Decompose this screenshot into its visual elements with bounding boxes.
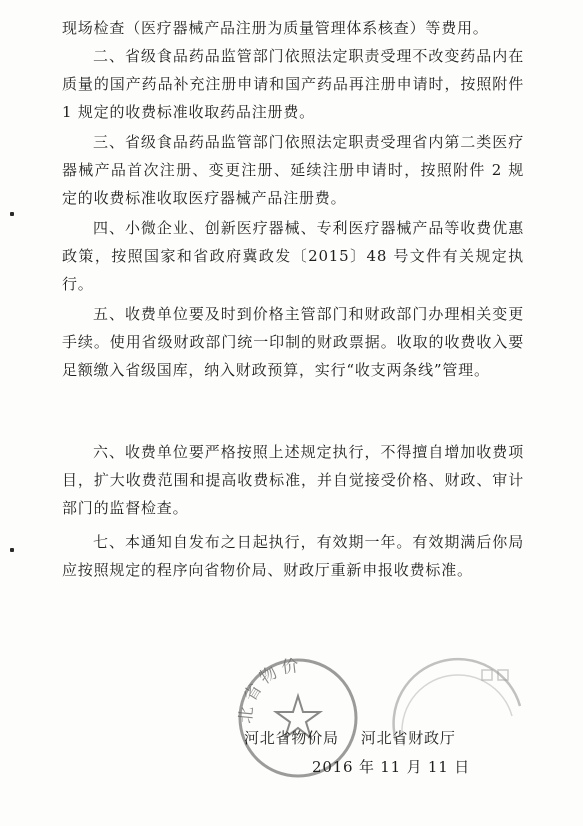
paragraph-item-2: 二、省级食品药品监管部门依照法定职责受理不改变药品内在质量的国产药品补充注册申请和国产药品再注册申请时，按照附件 1 规定的收费标准收取药品注册费。 <box>62 47 524 121</box>
paragraph-item-5: 五、收费单位要及时到价格主管部门和财政部门办理相关变更手续。使用省级财政部门统一印制的财政票据。收取的收费收入要足额缴入省级国库，纳入财政预算，实行“收支两条线”管理。 <box>62 305 524 379</box>
binding-mark <box>10 212 14 216</box>
issue-date: 2016 年 11 月 11 日 <box>312 758 470 776</box>
paragraph-item-7: 七、本通知自发布之日起执行，有效期一年。有效期满后你局应按照规定的程序向省物价局、财政厅重新申报收费标准。 <box>62 533 524 579</box>
paragraph-item-4: 四、小微企业、创新医疗器械、专利医疗器械产品等收费优惠政策，按照国家和省政府冀政发〔2015〕48 号文件有关规定执行。 <box>62 219 524 293</box>
paragraph-intro-continuation: 现场检查（医疗器械产品注册为质量管理体系核查）等费用。 <box>62 19 489 37</box>
paragraph-item-3: 三、省级食品药品监管部门依照法定职责受理省内第二类医疗器械产品首次注册、变更注册、延续注册申请时，按照附件 2 规定的收费标准收取医疗器械产品注册费。 <box>62 133 524 207</box>
signature-line <box>244 726 564 750</box>
binding-mark <box>10 548 14 552</box>
paragraph-item-6: 六、收费单位要严格按照上述规定执行，不得擅自增加收费项目，扩大收费范围和提高收费标准，并自觉接受价格、财政、审计部门的监督检查。 <box>62 443 524 517</box>
svg-text:北省物价: 北省物价 <box>235 655 304 725</box>
signature-price-bureau: 河北省物价局 <box>244 729 339 747</box>
signature-finance-department: 河北省财政厅 <box>360 729 456 747</box>
